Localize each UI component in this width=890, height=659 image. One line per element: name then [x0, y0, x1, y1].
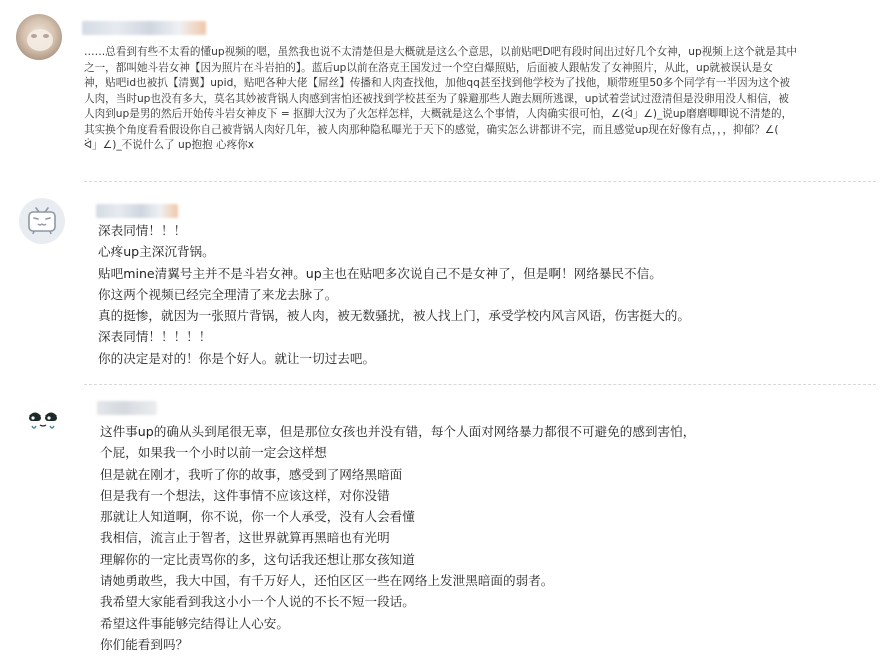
comment-line: 人肉到up是男的然后开始传斗岩女神皮下 = 抠脚大汉为了火怎样怎样，大概就是这么个事情，人肉确实很可怕，∠(ᐛ」∠)_说up磨磨唧唧说不清楚的， [84, 108, 793, 120]
user-name[interactable] [96, 204, 178, 218]
comment-line: 深表同情！！！！！ [98, 329, 212, 345]
comment-line: ᐛ」∠)_不说什么了 up抱抱 心疼你x [84, 139, 255, 151]
comment-line: 你这两个视频已经完全理清了来龙去脉了。 [98, 286, 338, 302]
comment-line: 之一，都叫她斗岩女神【因为照片在斗岩拍的】。蓝后up以前在洛克王国发过一个空白爆照贴，后面被人跟帖发了女神照片，从此，up就被误认是女 [84, 61, 773, 74]
user-name[interactable] [97, 401, 157, 415]
comment-line: 你们能看到吗？ [100, 636, 189, 652]
comment-line: 你的决定是对的！你是个好人。就让一切过去吧。 [98, 350, 376, 366]
comment-line: 那就让人知道啊，你不说，你一个人承受，没有人会看懂 [100, 509, 415, 525]
comment-line: 心疼up主深沉背锅。 [98, 244, 215, 260]
comment-line: 但是就在刚才，我听了你的故事，感受到了网络黑暗面 [100, 466, 403, 482]
comment-line: 我希望大家能看到我这小小一个人说的不长不短一段话。 [100, 594, 415, 610]
comment-line: 贴吧mine清翼号主并不是斗岩女神。up主也在贴吧多次说自己不是女神了，但是啊！网络暴民不信。 [98, 265, 662, 281]
comment-line: 这件事up的确从头到尾很无辜，但是那位女孩也并没有错，每个人面对网络暴力都很不可避免的感到害怕， [100, 424, 696, 439]
avatar[interactable] [20, 398, 66, 444]
comment-line: 真的挺惨，就因为一张照片背锅，被人肉，被无数骚扰，被人找上门，承受学校内风言风语，伤害挺大的。 [98, 308, 690, 324]
comment-item [0, 185, 890, 385]
comment-item [0, 0, 890, 175]
comment-text [100, 421, 695, 655]
comment-line: 请她勇敢些，我大中国，有千万好人，还怕区区一些在网络上发泄黑暗面的弱者。 [100, 573, 554, 589]
comment-text [84, 45, 797, 154]
comment-line: ……总看到有些不太看的懂up视频的嗯，虽然我也说不太清楚但是大概就是这么个意思，以前贴吧D吧有段时间出过好几个女神，up视频上这个就是其中 [84, 46, 798, 58]
comment-line: 人肉，当时up也没有多大，莫名其妙被背锅人肉感到害怕还被找到学校甚至为了躲避那些人跑去厕所逃课，up试着尝试过澄清但是没卵用没人相信，被 [84, 92, 789, 105]
cartoon-face-icon [20, 398, 66, 444]
comment-line: 个屁，如果我一个小时以前一定会这样想 [100, 445, 327, 461]
comment-line: 理解你的一定比责骂你的多，这句话我还想让那女孩知道 [100, 551, 415, 567]
comment-divider [84, 384, 876, 385]
avatar[interactable] [16, 14, 62, 60]
comment-line: 希望这件事能够完结得让人心安。 [100, 615, 289, 631]
comment-line: 但是我有一个想法，这件事情不应该这样，对你没错 [100, 487, 390, 503]
comment-line: 神，贴吧id也被扒【清翼】upid，贴吧各种大佬【屌丝】传播和人肉查找他，加他qq甚至找到他学校为了找他，顺带班里50多个同学有一半因为这个被 [84, 77, 790, 89]
comment-divider [84, 181, 876, 182]
tv-mascot-icon [19, 198, 65, 244]
user-name[interactable] [82, 21, 206, 35]
comment-line: 深表同情！！！ [98, 223, 187, 238]
comment-line: 我相信，流言止于智者，这世界就算再黑暗也有光明 [100, 530, 390, 546]
comment-line: 其实换个角度看看假设你自己被背锅人肉好几年，被人肉那种隐私曝光于天下的感觉，确实怎么讲都讲不完，而且感觉up现在好像有点，，，抑郁？∠( [84, 123, 779, 136]
comment-text [98, 220, 690, 369]
avatar[interactable] [19, 198, 65, 244]
comment-item [0, 390, 890, 659]
